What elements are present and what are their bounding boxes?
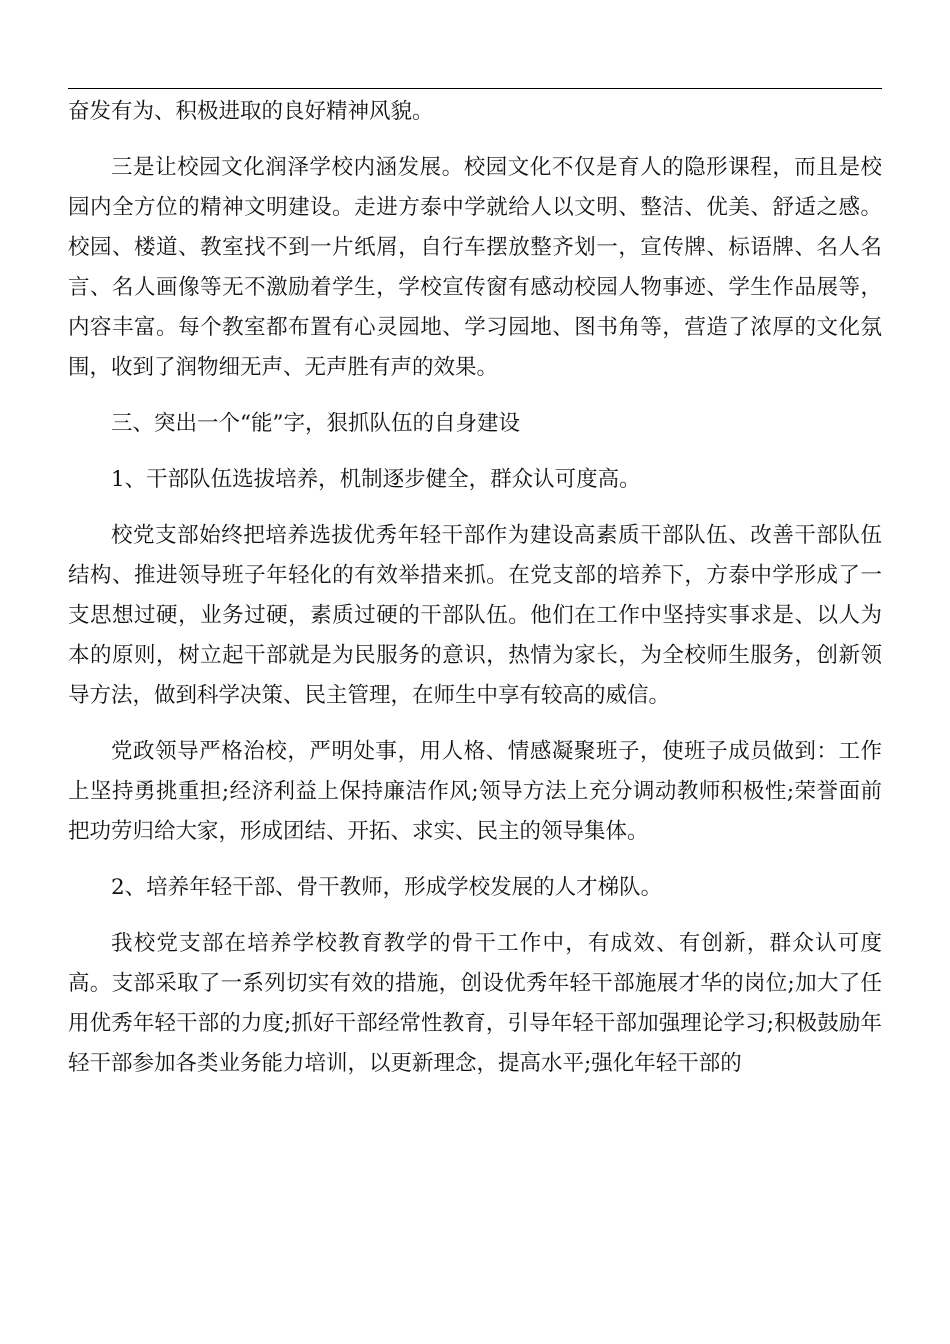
subsection-heading: 1、干部队伍选拔培养，机制逐步健全，群众认可度高。 (111, 467, 641, 492)
paragraph: 奋发有为、积极进取的良好精神风貌。 (68, 99, 434, 124)
subsection-heading: 2、培养年轻干部、骨干教师，形成学校发展的人才梯队。 (111, 875, 663, 900)
paragraph: 党政领导严格治校，严明处事，用人格、情感凝聚班子，使班子成员做到：工作上坚持勇挑重担;经济利益上保持廉洁作风;领导方法上充分调动教师积极性;荣誉面前把功劳归给大家，形成团结、开拓、求实、民主的领导集体。 (68, 739, 882, 844)
paragraph: 三是让校园文化润泽学校内涵发展。校园文化不仅是育人的隐形课程，而且是校园内全方位的精神文明建设。走进方泰中学就给人以文明、整洁、优美、舒适之感。校园、楼道、教室找不到一片纸屑，自行车摆放整齐划一，宣传牌、标语牌、名人名言、名人画像等无不激励着学生，学校宣传窗有感动校园人物事迹、学生作品展等，内容丰富。每个教室都布置有心灵园地、学习园地、图书角等，营造了浓厚的文化氛围，收到了润物细无声、无声胜有声的效果。 (68, 155, 882, 380)
section-heading: 三、突出一个“能”字，狠抓队伍的自身建设 (111, 411, 520, 436)
document-body (68, 92, 882, 1100)
paragraph: 校党支部始终把培养选拔优秀年轻干部作为建设高素质干部队伍、改善干部队伍结构、推进领导班子年轻化的有效举措来抓。在党支部的培养下，方泰中学形成了一支思想过硬，业务过硬，素质过硬的干部队伍。他们在工作中坚持实事求是、以人为本的原则，树立起干部就是为民服务的意识，热情为家长，为全校师生服务，创新领导方法，做到科学决策、民主管理，在师生中享有较高的威信。 (68, 523, 882, 708)
paragraph: 我校党支部在培养学校教育教学的骨干工作中，有成效、有创新，群众认可度高。支部采取了一系列切实有效的措施，创设优秀年轻干部施展才华的岗位;加大了任用优秀年轻干部的力度;抓好干部经常性教育，引导年轻干部加强理论学习;积极鼓励年轻干部参加各类业务能力培训，以更新理念，提高水平;强化年轻干部的 (68, 931, 882, 1076)
header-rule (68, 88, 882, 89)
